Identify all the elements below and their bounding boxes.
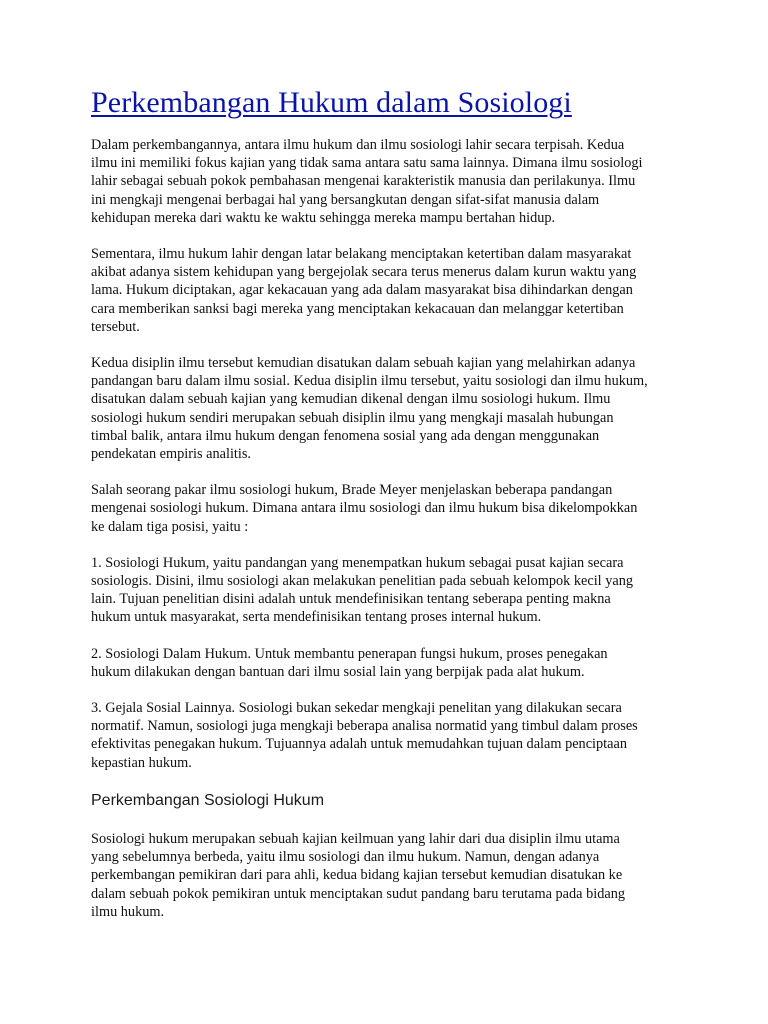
- text-line: sosiologis. Disini, ilmu sosiologi akan melakukan penelitian pada sebuah kelompok kecil yang: [91, 573, 633, 590]
- text-line: tersebut.: [91, 318, 140, 335]
- paragraph: [91, 830, 691, 921]
- text-line: ilmu hukum.: [91, 903, 165, 920]
- text-line: lahir sebagai sebuah pokok pembahasan mengenai karakteristik manusia dan perilakunya. Ilmu: [91, 173, 636, 190]
- text-line: efektivitas penegakan hukum. Tujuannya adalah untuk memudahkan tujuan dalam penciptaan: [91, 736, 627, 753]
- text-line: pendekatan empiris analitis.: [91, 446, 251, 463]
- text-line: 3. Gejala Sosial Lainnya. Sosiologi bukan sekedar mengkaji penelitan yang dilakukan secara: [91, 700, 622, 717]
- text-line: Kedua disiplin ilmu tersebut kemudian disatukan dalam sebuah kajian yang melahirkan adanya: [91, 355, 636, 372]
- text-line: ke dalam tiga posisi, yaitu :: [91, 518, 249, 535]
- text-line: normatif. Namun, sosiologi juga mengkaji beberapa analisa normatid yang timbul dalam proses: [91, 718, 638, 735]
- text-line: hukum dilakukan dengan bantuan dari ilmu sosial lain yang berpijak pada alat hukum.: [91, 663, 585, 680]
- text-line: Dalam perkembangannya, antara ilmu hukum dan ilmu sosiologi lahir secara terpisah. Kedua: [91, 137, 625, 153]
- paragraph: [91, 136, 691, 227]
- paragraph: [91, 354, 691, 463]
- text-line: disatukan dalam sebuah kajian yang kemudian dikenal dengan ilmu sosiologi hukum. Ilmu: [91, 391, 611, 408]
- text-line: sosiologi hukum sendiri merupakan sebuah disiplin ilmu yang mengkaji masalah hubungan: [91, 409, 614, 426]
- text-line: lain. Tujuan penelitian disini adalah untuk mendefinisikan tentang seberapa penting makna: [91, 591, 611, 608]
- text-line: mengenai sosiologi hukum. Dimana antara ilmu sosiologi dan ilmu hukum bisa dikelompokkan: [91, 500, 638, 517]
- text-line: dalam sebuah pokok pemikiran untuk menciptakan sudut pandang baru terutama pada bidang: [91, 885, 625, 902]
- text-line: timbal balik, antara ilmu hukum dengan fenomena sosial yang ada dengan menggunakan: [91, 427, 600, 444]
- paragraph: [91, 245, 691, 336]
- text-line: 2. Sosiologi Dalam Hukum. Untuk membantu penerapan fungsi hukum, proses penegakan: [91, 645, 608, 662]
- text-line: Salah seorang pakar ilmu sosiologi hukum, Brade Meyer menjelaskan beberapa pandangan: [91, 482, 613, 499]
- text-line: 1. Sosiologi Hukum, yaitu pandangan yang menempatkan hukum sebagai pusat kajian secara: [91, 554, 624, 571]
- text-line: ilmu ini memiliki fokus kajian yang tidak sama antara satu sama lainnya. Dimana ilmu sosiologi: [91, 155, 643, 172]
- text-line: kepastian hukum.: [91, 754, 192, 771]
- list-item-paragraph: [91, 645, 691, 681]
- text-line: Sementara, ilmu hukum lahir dengan latar belakang menciptakan ketertiban dalam masyarakat: [91, 246, 632, 263]
- text-line: Sosiologi hukum merupakan sebuah kajian keilmuan yang lahir dari dua disiplin ilmu utama: [91, 830, 620, 847]
- text-line: perkembangan pemikiran dari para ahli, kedua bidang kajian tersebut kemudian disatukan ke: [91, 867, 623, 884]
- text-line: yang sebelumnya berbeda, yaitu ilmu sosiologi dan ilmu hukum. Namun, dengan adanya: [91, 849, 600, 866]
- text-line: kehidupan mereka dari waktu ke waktu sehingga mereka mampu bertahan hidup.: [91, 209, 556, 226]
- text-line: pandangan baru dalam ilmu sosial. Kedua disiplin ilmu tersebut, yaitu sosiologi dan ilmu hukum,: [91, 373, 648, 390]
- text-line: hukum untuk masyarakat, serta mendefinisikan tentang proses internal hukum.: [91, 609, 542, 626]
- list-item-paragraph: [91, 699, 691, 772]
- text-line: ini mengkaji mengenai berbagai hal yang bersangkutan dengan sifat-sifat manusia dalam: [91, 191, 600, 208]
- paragraph: [91, 481, 691, 536]
- document-page: [91, 84, 691, 939]
- page-title[interactable]: Perkembangan Hukum dalam Sosiologi: [91, 86, 572, 119]
- list-item-paragraph: [91, 554, 691, 627]
- text-line: lama. Hukum diciptakan, agar kekacauan yang ada dalam masyarakat bisa dihindarkan dengan: [91, 282, 633, 299]
- section-heading: Perkembangan Sosiologi Hukum: [91, 791, 325, 809]
- text-line: cara memberikan sanksi bagi mereka yang menciptakan kekacauan dan melanggar ketertiban: [91, 300, 624, 317]
- text-line: akibat adanya sistem kehidupan yang bergejolak secara terus menerus dalam kurun waktu yang: [91, 264, 637, 281]
